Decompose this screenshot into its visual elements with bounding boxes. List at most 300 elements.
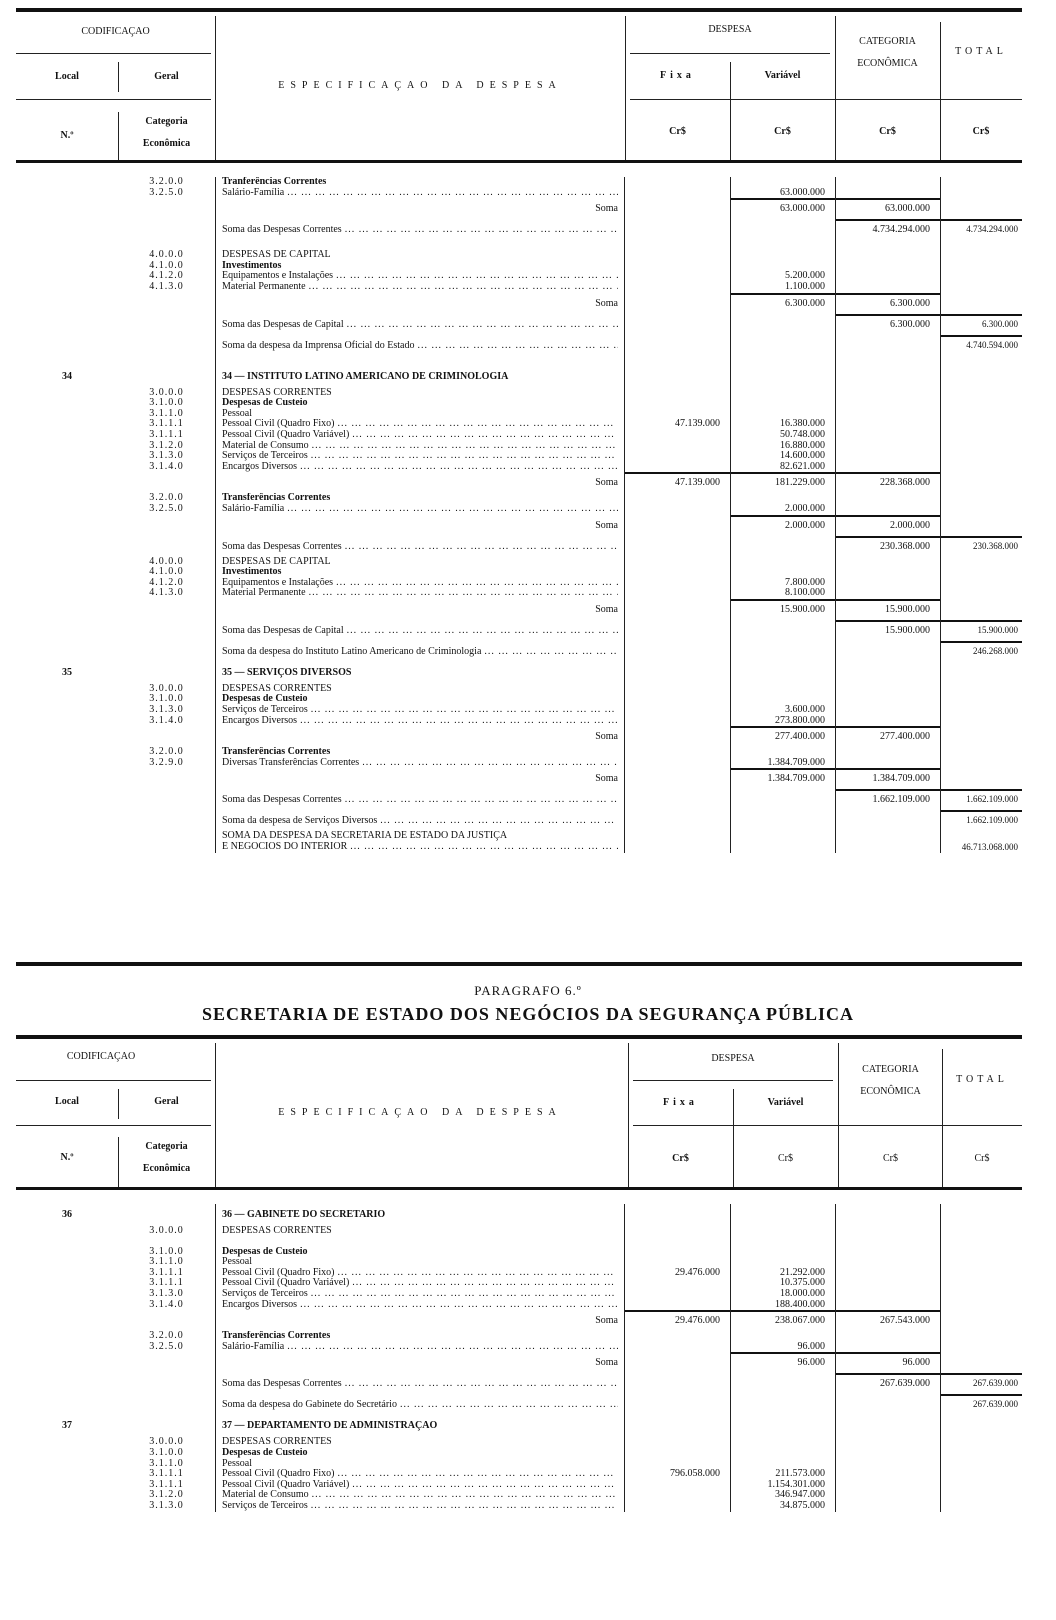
specification xyxy=(215,1448,625,1459)
fixed-expense-value xyxy=(625,398,730,409)
specification xyxy=(215,250,625,261)
specification-text: Soma da despesa da Imprensa Oficial do Estado xyxy=(222,339,415,351)
specification-text: Pessoal xyxy=(222,1257,252,1268)
total-value xyxy=(940,662,1022,684)
economic-category-value xyxy=(835,1247,940,1258)
economic-category-code: 3.1.0.0 xyxy=(149,694,184,705)
local-number xyxy=(16,335,118,356)
variable-expense-value: 6.300.000 xyxy=(730,293,835,314)
total-value xyxy=(940,1204,1022,1226)
specification-text: Despesas de Custeio xyxy=(222,1246,308,1257)
economic-category-code: 4.1.0.0 xyxy=(149,260,184,271)
fixed-expense-value xyxy=(625,810,730,831)
local-number xyxy=(16,1268,118,1279)
fixed-expense-value xyxy=(625,557,730,568)
dot-leader xyxy=(308,1289,618,1300)
economic-category-code: 3.1.1.1 xyxy=(149,419,184,430)
dot-leader xyxy=(344,314,618,335)
total-value xyxy=(940,831,1022,842)
variable-expense-value xyxy=(730,1247,835,1258)
header-fixa: Fixa xyxy=(663,1097,698,1108)
fixed-expense-value xyxy=(625,578,730,589)
variable-expense-value: 96.000 xyxy=(730,1352,835,1373)
fixed-expense-value xyxy=(625,588,730,599)
specification xyxy=(215,716,625,727)
specification-text: Salário-Família xyxy=(222,503,285,514)
total-value xyxy=(940,462,1022,473)
specification-text: Soma da despesa do Instituto Latino Americano de Criminologia xyxy=(222,645,482,657)
economic-category-code xyxy=(118,240,215,250)
soma-label: Soma xyxy=(595,1357,618,1369)
specification xyxy=(215,768,625,789)
economic-category-code: 3.1.3.0 xyxy=(149,451,184,462)
specification-text: Despesas de Custeio xyxy=(222,1447,308,1458)
variable-expense-value: 1.384.709.000 xyxy=(730,758,835,769)
fixed-expense-value xyxy=(625,1331,730,1342)
variable-expense-value xyxy=(730,662,835,684)
variable-expense-value: 1.384.709.000 xyxy=(730,768,835,789)
specification xyxy=(215,1247,625,1258)
fixed-expense-value xyxy=(625,1237,730,1247)
fixed-expense-value xyxy=(625,716,730,727)
table-row xyxy=(16,726,1022,747)
economic-category-value xyxy=(835,188,940,199)
economic-category-value xyxy=(835,1278,940,1289)
specification xyxy=(215,1490,625,1501)
economic-category-value xyxy=(835,451,940,462)
fixed-expense-value xyxy=(625,662,730,684)
economic-category-code xyxy=(118,620,215,641)
local-number xyxy=(16,1257,118,1268)
fixed-expense-value: 29.476.000 xyxy=(625,1310,730,1331)
specification-text: Pessoal Civil (Quadro Fixo) xyxy=(222,1469,335,1480)
specification xyxy=(215,599,625,620)
variable-expense-value xyxy=(730,388,835,399)
economic-category-code: 4.1.2.0 xyxy=(149,271,184,282)
table-row xyxy=(16,188,1022,199)
economic-category-code: 4.0.0.0 xyxy=(149,250,184,261)
economic-category-value xyxy=(835,1226,940,1237)
total-value xyxy=(940,1237,1022,1247)
total-value xyxy=(940,504,1022,515)
fixed-expense-value xyxy=(625,1247,730,1258)
variable-expense-value: 346.947.000 xyxy=(730,1490,835,1501)
specification xyxy=(215,451,625,462)
fixed-expense-value xyxy=(625,641,730,662)
economic-category-value xyxy=(835,366,940,388)
total-value xyxy=(940,472,1022,493)
local-number xyxy=(16,472,118,493)
economic-category-code: 3.1.0.0 xyxy=(149,1246,184,1257)
specification-text: DESPESAS CORRENTES xyxy=(222,1226,332,1236)
dot-leader xyxy=(297,462,618,473)
total-value xyxy=(940,1469,1022,1480)
fixed-expense-value xyxy=(625,1342,730,1353)
specification-text: Investimentos xyxy=(222,567,282,578)
table-row xyxy=(16,293,1022,314)
local-number xyxy=(16,1278,118,1289)
specification xyxy=(215,366,625,388)
fixed-expense-value xyxy=(625,314,730,335)
economic-category-code: 3.1.0.0 xyxy=(149,398,184,409)
fixed-expense-value xyxy=(625,1226,730,1237)
economic-category-value: 277.400.000 xyxy=(835,726,940,747)
currency-fixa: Cr$ xyxy=(672,1153,689,1164)
local-number: 37 xyxy=(62,1420,72,1432)
header-categoria-code-1: Categoria xyxy=(145,116,188,127)
specification-text: Encargos Diversos xyxy=(222,1299,298,1310)
economic-category-value xyxy=(835,441,940,452)
specification-text: DESPESAS DE CAPITAL xyxy=(222,556,331,567)
header-fixa: Fixa xyxy=(660,70,695,81)
fixed-expense-value xyxy=(625,831,730,842)
total-value: 267.639.000 xyxy=(940,1373,1022,1394)
specification-text: Transferências Correntes xyxy=(222,747,331,758)
specification xyxy=(215,472,625,493)
variable-expense-value xyxy=(730,1257,835,1268)
currency-variavel: Cr$ xyxy=(778,1153,793,1164)
soma-label: Soma xyxy=(595,519,618,531)
local-number xyxy=(16,1237,118,1247)
total-value xyxy=(940,1459,1022,1470)
fixed-expense-value xyxy=(625,430,730,441)
economic-category-value xyxy=(835,282,940,293)
table-row xyxy=(16,1289,1022,1300)
economic-category-value xyxy=(835,758,940,769)
soma-label: Soma xyxy=(595,1315,618,1327)
economic-category-value xyxy=(835,1415,940,1437)
header-categoria-code-1: Categoria xyxy=(145,1141,188,1152)
economic-category-value xyxy=(835,578,940,589)
economic-category-code: 3.1.4.0 xyxy=(149,461,184,472)
specification xyxy=(215,758,625,769)
economic-category-value xyxy=(835,705,940,716)
fixed-expense-value xyxy=(625,504,730,515)
fixed-expense-value xyxy=(625,240,730,250)
specification xyxy=(215,747,625,758)
total-value xyxy=(940,1480,1022,1491)
economic-category-value xyxy=(835,1480,940,1491)
specification xyxy=(215,198,625,219)
economic-category-code: 3.0.0.0 xyxy=(149,387,184,398)
specification xyxy=(215,684,625,695)
fixed-expense-value xyxy=(625,1490,730,1501)
specification-text: Equipamentos e Instalações xyxy=(222,271,334,282)
fixed-expense-value xyxy=(625,1394,730,1415)
variable-expense-value xyxy=(730,747,835,758)
local-number xyxy=(16,1373,118,1394)
economic-category-code: 3.2.0.0 xyxy=(149,177,184,187)
economic-category-value xyxy=(835,1501,940,1512)
fixed-expense-value xyxy=(625,1257,730,1268)
economic-category-code: 4.0.0.0 xyxy=(149,556,184,567)
economic-category-code xyxy=(118,599,215,620)
local-number xyxy=(16,641,118,662)
economic-category-value: 1.384.709.000 xyxy=(835,768,940,789)
table-row xyxy=(16,747,1022,758)
specification xyxy=(215,1437,625,1448)
local-number xyxy=(16,1490,118,1501)
table-row xyxy=(16,1459,1022,1470)
total-value xyxy=(940,177,1022,188)
economic-category-value xyxy=(835,684,940,695)
economic-category-value xyxy=(835,641,940,662)
local-number xyxy=(16,515,118,536)
economic-category-code xyxy=(118,842,215,853)
economic-category-value xyxy=(835,1459,940,1470)
variable-expense-value xyxy=(730,356,835,366)
header-categoria-1: CATEGORIA xyxy=(862,1064,919,1075)
dot-leader xyxy=(284,1342,618,1353)
dot-leader xyxy=(308,1501,618,1512)
local-number xyxy=(16,1394,118,1415)
economic-category-code xyxy=(118,1204,215,1226)
specification-text: Diversas Transferências Correntes xyxy=(222,757,360,768)
economic-category-value: 15.900.000 xyxy=(835,620,940,641)
economic-category-code xyxy=(118,219,215,240)
header-categoria-2: ECONÔMICA xyxy=(857,58,918,69)
economic-category-code: 3.1.4.0 xyxy=(149,1299,184,1310)
section-heading-row xyxy=(16,366,1022,388)
total-value xyxy=(940,1289,1022,1300)
specification-text: Soma das Despesas Correntes xyxy=(222,794,342,806)
table-row xyxy=(16,515,1022,536)
fixed-expense-value xyxy=(625,1459,730,1470)
economic-category-code: 3.2.9.0 xyxy=(149,757,184,768)
specification-text: Serviços de Terceiros xyxy=(222,451,308,462)
table-row xyxy=(16,831,1022,842)
fixed-expense-value xyxy=(625,366,730,388)
economic-category-value: 15.900.000 xyxy=(835,599,940,620)
specification xyxy=(215,1226,625,1237)
economic-category-code xyxy=(118,1394,215,1415)
table-row xyxy=(16,641,1022,662)
total-value xyxy=(940,1268,1022,1279)
total-value xyxy=(940,1331,1022,1342)
specification-text: Despesas de Custeio xyxy=(222,398,308,409)
dot-leader xyxy=(335,1469,619,1480)
table-row xyxy=(16,1278,1022,1289)
local-number xyxy=(16,842,118,853)
variable-expense-value xyxy=(730,536,835,557)
variable-expense-value xyxy=(730,219,835,240)
fixed-expense-value xyxy=(625,1300,730,1311)
specification-text: Material Permanente xyxy=(222,281,306,292)
total-value: 267.639.000 xyxy=(940,1394,1022,1415)
variable-expense-value xyxy=(730,1394,835,1415)
fixed-expense-value xyxy=(625,789,730,810)
specification xyxy=(215,1289,625,1300)
economic-category-code xyxy=(118,810,215,831)
economic-category-value xyxy=(835,831,940,842)
economic-category-code: 3.1.1.1 xyxy=(149,1469,184,1480)
specification-text: 36 — GABINETE DO SECRETARIO xyxy=(222,1209,386,1220)
local-number xyxy=(16,1459,118,1470)
local-number xyxy=(16,1480,118,1491)
total-value xyxy=(940,419,1022,430)
economic-category-code: 4.1.3.0 xyxy=(149,281,184,292)
specification-text: Equipamentos e Instalações xyxy=(222,577,334,588)
fixed-expense-value xyxy=(625,409,730,420)
currency-fixa: Cr$ xyxy=(669,126,686,137)
economic-category-code xyxy=(118,366,215,388)
economic-category-value: 267.639.000 xyxy=(835,1373,940,1394)
total-value xyxy=(940,1310,1022,1331)
economic-category-code: 3.1.1.0 xyxy=(149,1458,184,1469)
fixed-expense-value xyxy=(625,451,730,462)
economic-category-value: 6.300.000 xyxy=(835,293,940,314)
fixed-expense-value xyxy=(625,250,730,261)
dot-leader xyxy=(342,789,618,810)
specification xyxy=(215,177,625,188)
fixed-expense-value xyxy=(625,1289,730,1300)
specification xyxy=(215,588,625,599)
economic-category-code xyxy=(118,1352,215,1373)
table-row xyxy=(16,1373,1022,1394)
table-row xyxy=(16,1394,1022,1415)
local-number: 34 xyxy=(62,370,72,382)
economic-category-value: 4.734.294.000 xyxy=(835,219,940,240)
dot-leader xyxy=(297,1300,618,1311)
total-value xyxy=(940,409,1022,420)
variable-expense-value xyxy=(730,261,835,272)
total-value xyxy=(940,1278,1022,1289)
fixed-expense-value xyxy=(625,493,730,504)
economic-category-code xyxy=(118,293,215,314)
table-row xyxy=(16,177,1022,188)
specification-text: Despesas de Custeio xyxy=(222,694,308,705)
paragraph-label: PARAGRAFO 6.º xyxy=(474,983,582,998)
economic-category-value xyxy=(835,1237,940,1247)
soma-label: Soma xyxy=(595,731,618,743)
economic-category-code xyxy=(118,335,215,356)
total-value xyxy=(940,747,1022,758)
total-value xyxy=(940,599,1022,620)
total-value xyxy=(940,1437,1022,1448)
variable-expense-value xyxy=(730,641,835,662)
economic-category-value xyxy=(835,504,940,515)
specification xyxy=(215,282,625,293)
table-row xyxy=(16,1501,1022,1512)
soma-label: Soma xyxy=(595,773,618,785)
variable-expense-value: 63.000.000 xyxy=(730,188,835,199)
specification xyxy=(215,705,625,716)
local-number xyxy=(16,177,118,188)
specification xyxy=(215,1257,625,1268)
variable-expense-value: 10.375.000 xyxy=(730,1278,835,1289)
specification-text: Salário-Família xyxy=(222,1341,285,1352)
specification-text: Pessoal Civil (Quadro Fixo) xyxy=(222,419,335,430)
specification-text: Soma das Despesas de Capital xyxy=(222,624,344,636)
total-value xyxy=(940,366,1022,388)
local-number xyxy=(16,282,118,293)
economic-category-code: 3.0.0.0 xyxy=(149,1437,184,1448)
economic-category-code xyxy=(118,1415,215,1437)
total-value: 230.368.000 xyxy=(940,536,1022,557)
variable-expense-value: 2.000.000 xyxy=(730,504,835,515)
variable-expense-value: 8.100.000 xyxy=(730,588,835,599)
economic-category-code: 3.1.2.0 xyxy=(149,440,184,451)
specification-text: Pessoal Civil (Quadro Variável) xyxy=(222,429,350,440)
specification xyxy=(215,314,625,335)
table-row xyxy=(16,250,1022,261)
fixed-expense-value xyxy=(625,1204,730,1226)
economic-category-code: 3.1.3.0 xyxy=(149,705,184,716)
economic-category-code xyxy=(118,1237,215,1247)
fixed-expense-value xyxy=(625,1501,730,1512)
dot-leader xyxy=(284,188,618,199)
total-value xyxy=(940,398,1022,409)
economic-category-value xyxy=(835,240,940,250)
dot-leader xyxy=(414,335,618,356)
table-row xyxy=(16,472,1022,493)
variable-expense-value: 1.100.000 xyxy=(730,282,835,293)
specification xyxy=(215,694,625,705)
total-value xyxy=(940,557,1022,568)
economic-category-value xyxy=(835,567,940,578)
economic-category-value xyxy=(835,1257,940,1268)
economic-category-value xyxy=(835,1469,940,1480)
local-number xyxy=(16,240,118,250)
economic-category-value xyxy=(835,1331,940,1342)
variable-expense-value xyxy=(730,694,835,705)
economic-category-code: 3.1.4.0 xyxy=(149,715,184,726)
economic-category-value xyxy=(835,1394,940,1415)
local-number xyxy=(16,684,118,695)
total-value xyxy=(940,250,1022,261)
total-value xyxy=(940,282,1022,293)
table-row xyxy=(16,684,1022,695)
specification xyxy=(215,1394,625,1415)
specification xyxy=(215,1310,625,1331)
local-number xyxy=(16,831,118,842)
economic-category-code: 3.2.5.0 xyxy=(149,187,184,198)
total-value xyxy=(940,1448,1022,1459)
fixed-expense-value xyxy=(625,356,730,366)
economic-category-code xyxy=(118,1373,215,1394)
total-value xyxy=(940,758,1022,769)
local-number xyxy=(16,409,118,420)
fixed-expense-value xyxy=(625,462,730,473)
economic-category-code: 3.0.0.0 xyxy=(149,683,184,694)
local-number xyxy=(16,188,118,199)
local-number xyxy=(16,462,118,473)
economic-category-code: 3.1.1.0 xyxy=(149,408,184,419)
variable-expense-value: 1.154.301.000 xyxy=(730,1480,835,1491)
economic-category-value: 6.300.000 xyxy=(835,314,940,335)
total-value: 4.740.594.000 xyxy=(940,335,1022,356)
header-local: Local xyxy=(55,71,79,82)
header-local: Local xyxy=(55,1096,79,1107)
specification xyxy=(215,1352,625,1373)
economic-category-code: 3.2.5.0 xyxy=(149,503,184,514)
specification xyxy=(215,641,625,662)
variable-expense-value xyxy=(730,1459,835,1470)
specification-text: Soma das Despesas Correntes xyxy=(222,1378,342,1390)
total-value xyxy=(940,1342,1022,1353)
variable-expense-value xyxy=(730,1204,835,1226)
local-number xyxy=(16,1226,118,1237)
fixed-expense-value: 47.139.000 xyxy=(625,472,730,493)
header-despesa: DESPESA xyxy=(711,1053,755,1064)
specification-text: Tranferências Correntes xyxy=(222,177,327,187)
local-number xyxy=(16,250,118,261)
specification-text: Pessoal xyxy=(222,1458,252,1469)
variable-expense-value xyxy=(730,314,835,335)
total-value xyxy=(940,1352,1022,1373)
fixed-expense-value xyxy=(625,1352,730,1373)
local-number xyxy=(16,1289,118,1300)
